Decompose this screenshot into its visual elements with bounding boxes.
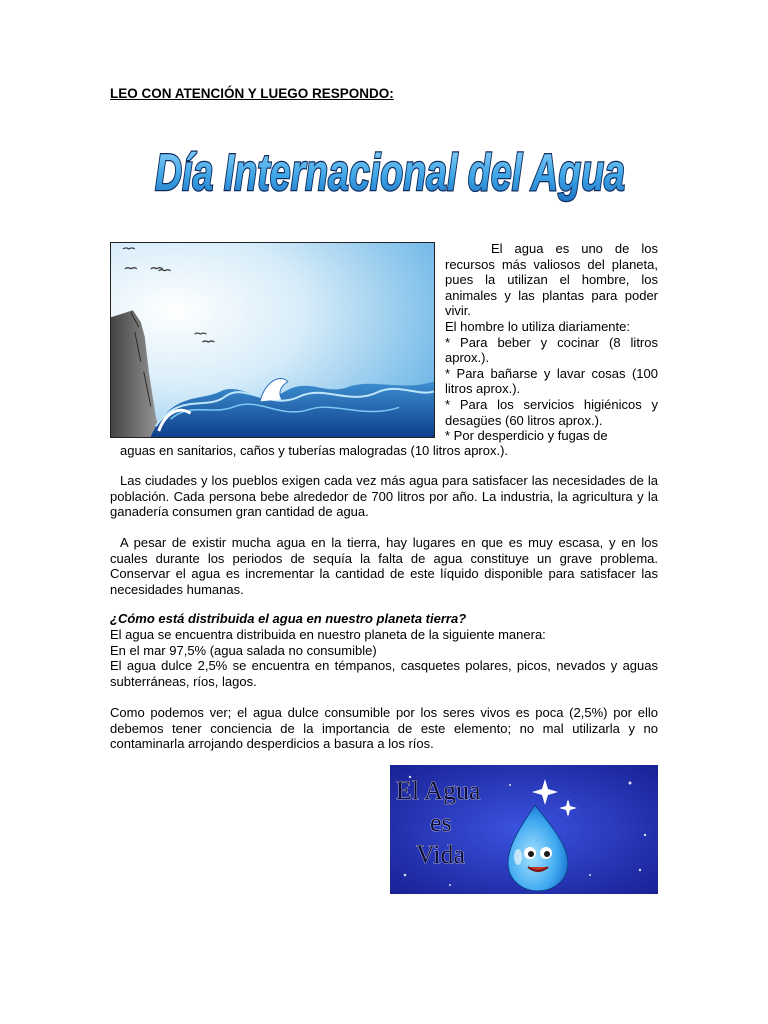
usage-item-waste: * Por desperdicio y fugas de (445, 428, 608, 444)
intro-usage-line: El hombre lo utiliza diariamente: (445, 318, 630, 334)
distribution-fresh: El agua dulce 2,5% se encuentra en témpanos, casquetes polares, picos, nevados y aguas subterráneas, ríos, lagos. (110, 658, 658, 689)
usage-item-hygiene: * Para los servicios higiénicos y desagües (60 litros aprox.). (445, 396, 658, 428)
banner-line-vida: Vida (416, 840, 465, 869)
usage-item-bathe: * Para bañarse y lavar cosas (100 litros aprox.). (445, 365, 658, 397)
title-wordart (150, 130, 630, 212)
distribution-sea: En el mar 97,5% (agua salada no consumible) (110, 642, 377, 658)
distribution-block (110, 627, 658, 689)
intro-column (445, 241, 658, 444)
usage-item-drink: * Para beber y cocinar (8 litros aprox.). (445, 334, 658, 366)
distribution-intro: El agua se encuentra distribuida en nuestro planeta de la siguiente manera: (110, 627, 546, 642)
intro-paragraph: El agua es uno de los recursos más valiosos del planeta, pues la utilizan el hombre, los animales y las plantas para poder vivir. (445, 241, 658, 319)
usage-item-waste-continued: aguas en sanitarios, caños y tuberías malogradas (10 litros aprox.). (120, 443, 509, 458)
worksheet-heading: LEO CON ATENCIÓN Y LUEGO RESPONDO: (110, 86, 394, 101)
banner-line-es: es (430, 808, 452, 837)
distribution-question: ¿Cómo está distribuida el agua en nuestro planeta tierra? (110, 611, 467, 626)
paragraph-ciudades: Las ciudades y los pueblos exigen cada vez más agua para satisfacer las necesidades de la población. Cada persona bebe alrededor de 700 litros por año. La industria, la agricultura y la ganadería consumen gran cantidad de agua. (110, 473, 658, 520)
banner-line-agua: El Agua (396, 776, 481, 805)
sea-cliff-illustration (110, 242, 435, 438)
paragraph-conclusion: Como podemos ver; el agua dulce consumible por los seres vivos es poca (2,5%) por ello debemos tener conciencia de la importancia de este elemento; no mal utilizarla y no contaminarla arrojando desperdicios a basura a los ríos. (110, 705, 658, 752)
title-wordart-text: Día Internacional del Agua (155, 144, 625, 202)
agua-es-vida-banner (390, 765, 658, 894)
paragraph-escasez: A pesar de existir mucha agua en la tierra, hay lugares en que es muy escasa, y en los cuales durante los periodos de sequía la falta de agua constituye un grave problema. Conservar el agua es incrementar la cantidad de este líquido disponible para satisfacer las necesidades humanas. (110, 535, 658, 597)
